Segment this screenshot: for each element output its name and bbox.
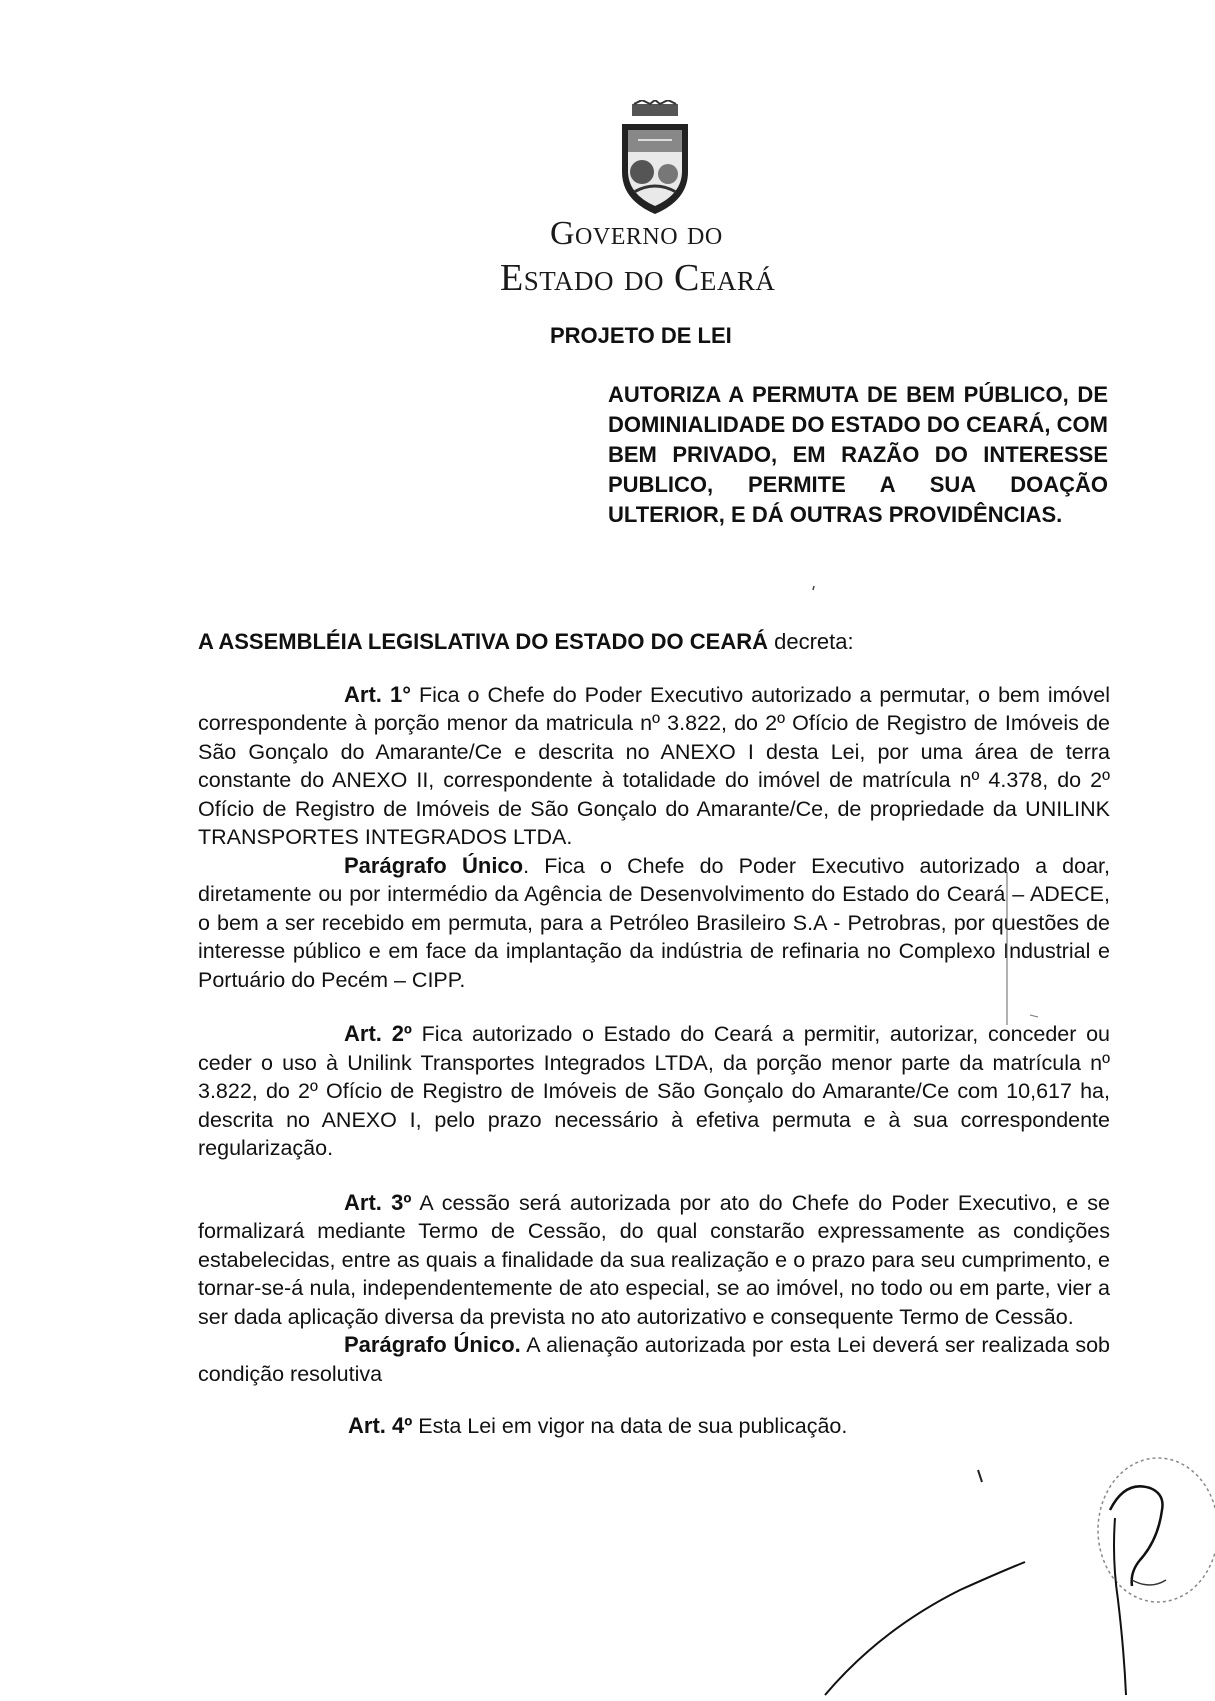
article-4-text: Esta Lei em vigor na data de sua publicação.	[412, 1414, 848, 1438]
preamble-rest: decreta:	[767, 629, 854, 654]
gov-title-line1: Governo do	[550, 215, 723, 252]
article-1-paragraph-unico	[198, 852, 1110, 995]
document-type: PROJETO DE LEI	[550, 323, 732, 348]
government-title	[440, 212, 840, 300]
scan-tick-mark-2	[978, 1470, 982, 1482]
state-crest-icon	[612, 100, 698, 218]
preamble-bold: A ASSEMBLÉIA LEGISLATIVA DO ESTADO DO CEARÁ	[198, 629, 768, 654]
scan-tick-mark	[813, 586, 814, 590]
document-body	[198, 628, 1110, 1441]
paragraph-unico-text-2: A alienação autorizada por esta Lei deverá ser realizada sob condição resolutiva	[198, 1333, 1110, 1386]
article-1	[198, 681, 1110, 852]
article-3-paragraph-unico	[198, 1331, 1110, 1388]
article-3-label: Art. 3º	[344, 1189, 412, 1215]
article-2-text: Fica autorizado o Estado do Ceará a permitir, autorizar, conceder ou ceder o uso à Unilink Transportes Integrados LTDA, da porção menor parte da matrícula nº 3.822, do 2º Ofício de Registro de Imóveis de São Gonçalo do Amarante/Ce com 10,617 ha, descrita no ANEXO I, pelo prazo necessário à efetiva permuta e à sua correspondente regularização.	[198, 1022, 1110, 1160]
article-4	[198, 1412, 1110, 1441]
paragraph-unico-label: Parágrafo Único	[344, 852, 524, 878]
article-3-text: A cessão será autorizada por ato do Chefe do Poder Executivo, e se formalizará mediante Termo de Cessão, do qual constarão expressamente as condições estabelecidas, entre as quais a finalidade da sua realização e o prazo para seu cumprimento, e tornar-se-á nula, independentemente de ato especial, se ao imóvel, no todo ou em parte, vier a ser dada aplicação diversa da prevista no ato autorizativo e consequente Termo de Cessão.	[198, 1190, 1111, 1329]
article-2-label: Art. 2º	[344, 1021, 412, 1046]
signature	[820, 1540, 1030, 1700]
ementa: AUTORIZA A PERMUTA DE BEM PÚBLICO, DE DOMINIALIDADE DO ESTADO DO CEARÁ, COM BEM PRIVADO, EM RAZÃO DO INTERESSE PUBLICO, PERMITE A SUA DOAÇÃO ULTERIOR, E DÁ OUTRAS PROVIDÊNCIAS.	[608, 382, 1108, 527]
article-4-label: Art. 4º	[348, 1413, 413, 1438]
article-3	[198, 1189, 1110, 1332]
article-1-text: Fica o Chefe do Poder Executivo autorizado a permutar, o bem imóvel correspondente à porção menor da matricula nº 3.822, do 2º Ofício de Registro de Imóveis de São Gonçalo do Amarante/Ce e descrita no ANEXO I desta Lei, por uma área de terra constante do ANEXO II, correspondente à totalidade do imóvel de matrícula nº 4.378, do 2º Ofício de Registro de Imóveis de São Gonçalo do Amarante/Ce, de propriedade da UNILINK TRANSPORTES INTEGRADOS LTDA.	[198, 682, 1110, 849]
article-1-label: Art. 1°	[344, 681, 412, 707]
paragraph-unico-label-2: Parágrafo Único.	[344, 1332, 521, 1357]
official-stamp-seal	[1070, 1440, 1215, 1700]
paragraph-unico-text: . Fica o Chefe do Poder Executivo autorizado a doar, diretamente ou por intermédio da Agência de Desenvolvimento do Estado do Ceará – ADECE, o bem a ser recebido em permuta, para a Petróleo Brasileiro S.A - Petrobras, por questões de interesse público e em face da implantação da indústria de refinaria no Complexo Industrial e Portuário do Pecém – CIPP.	[198, 853, 1110, 992]
article-2	[198, 1020, 1110, 1163]
gov-title-line2: Estado do Ceará	[500, 257, 776, 299]
preamble	[198, 628, 1110, 657]
